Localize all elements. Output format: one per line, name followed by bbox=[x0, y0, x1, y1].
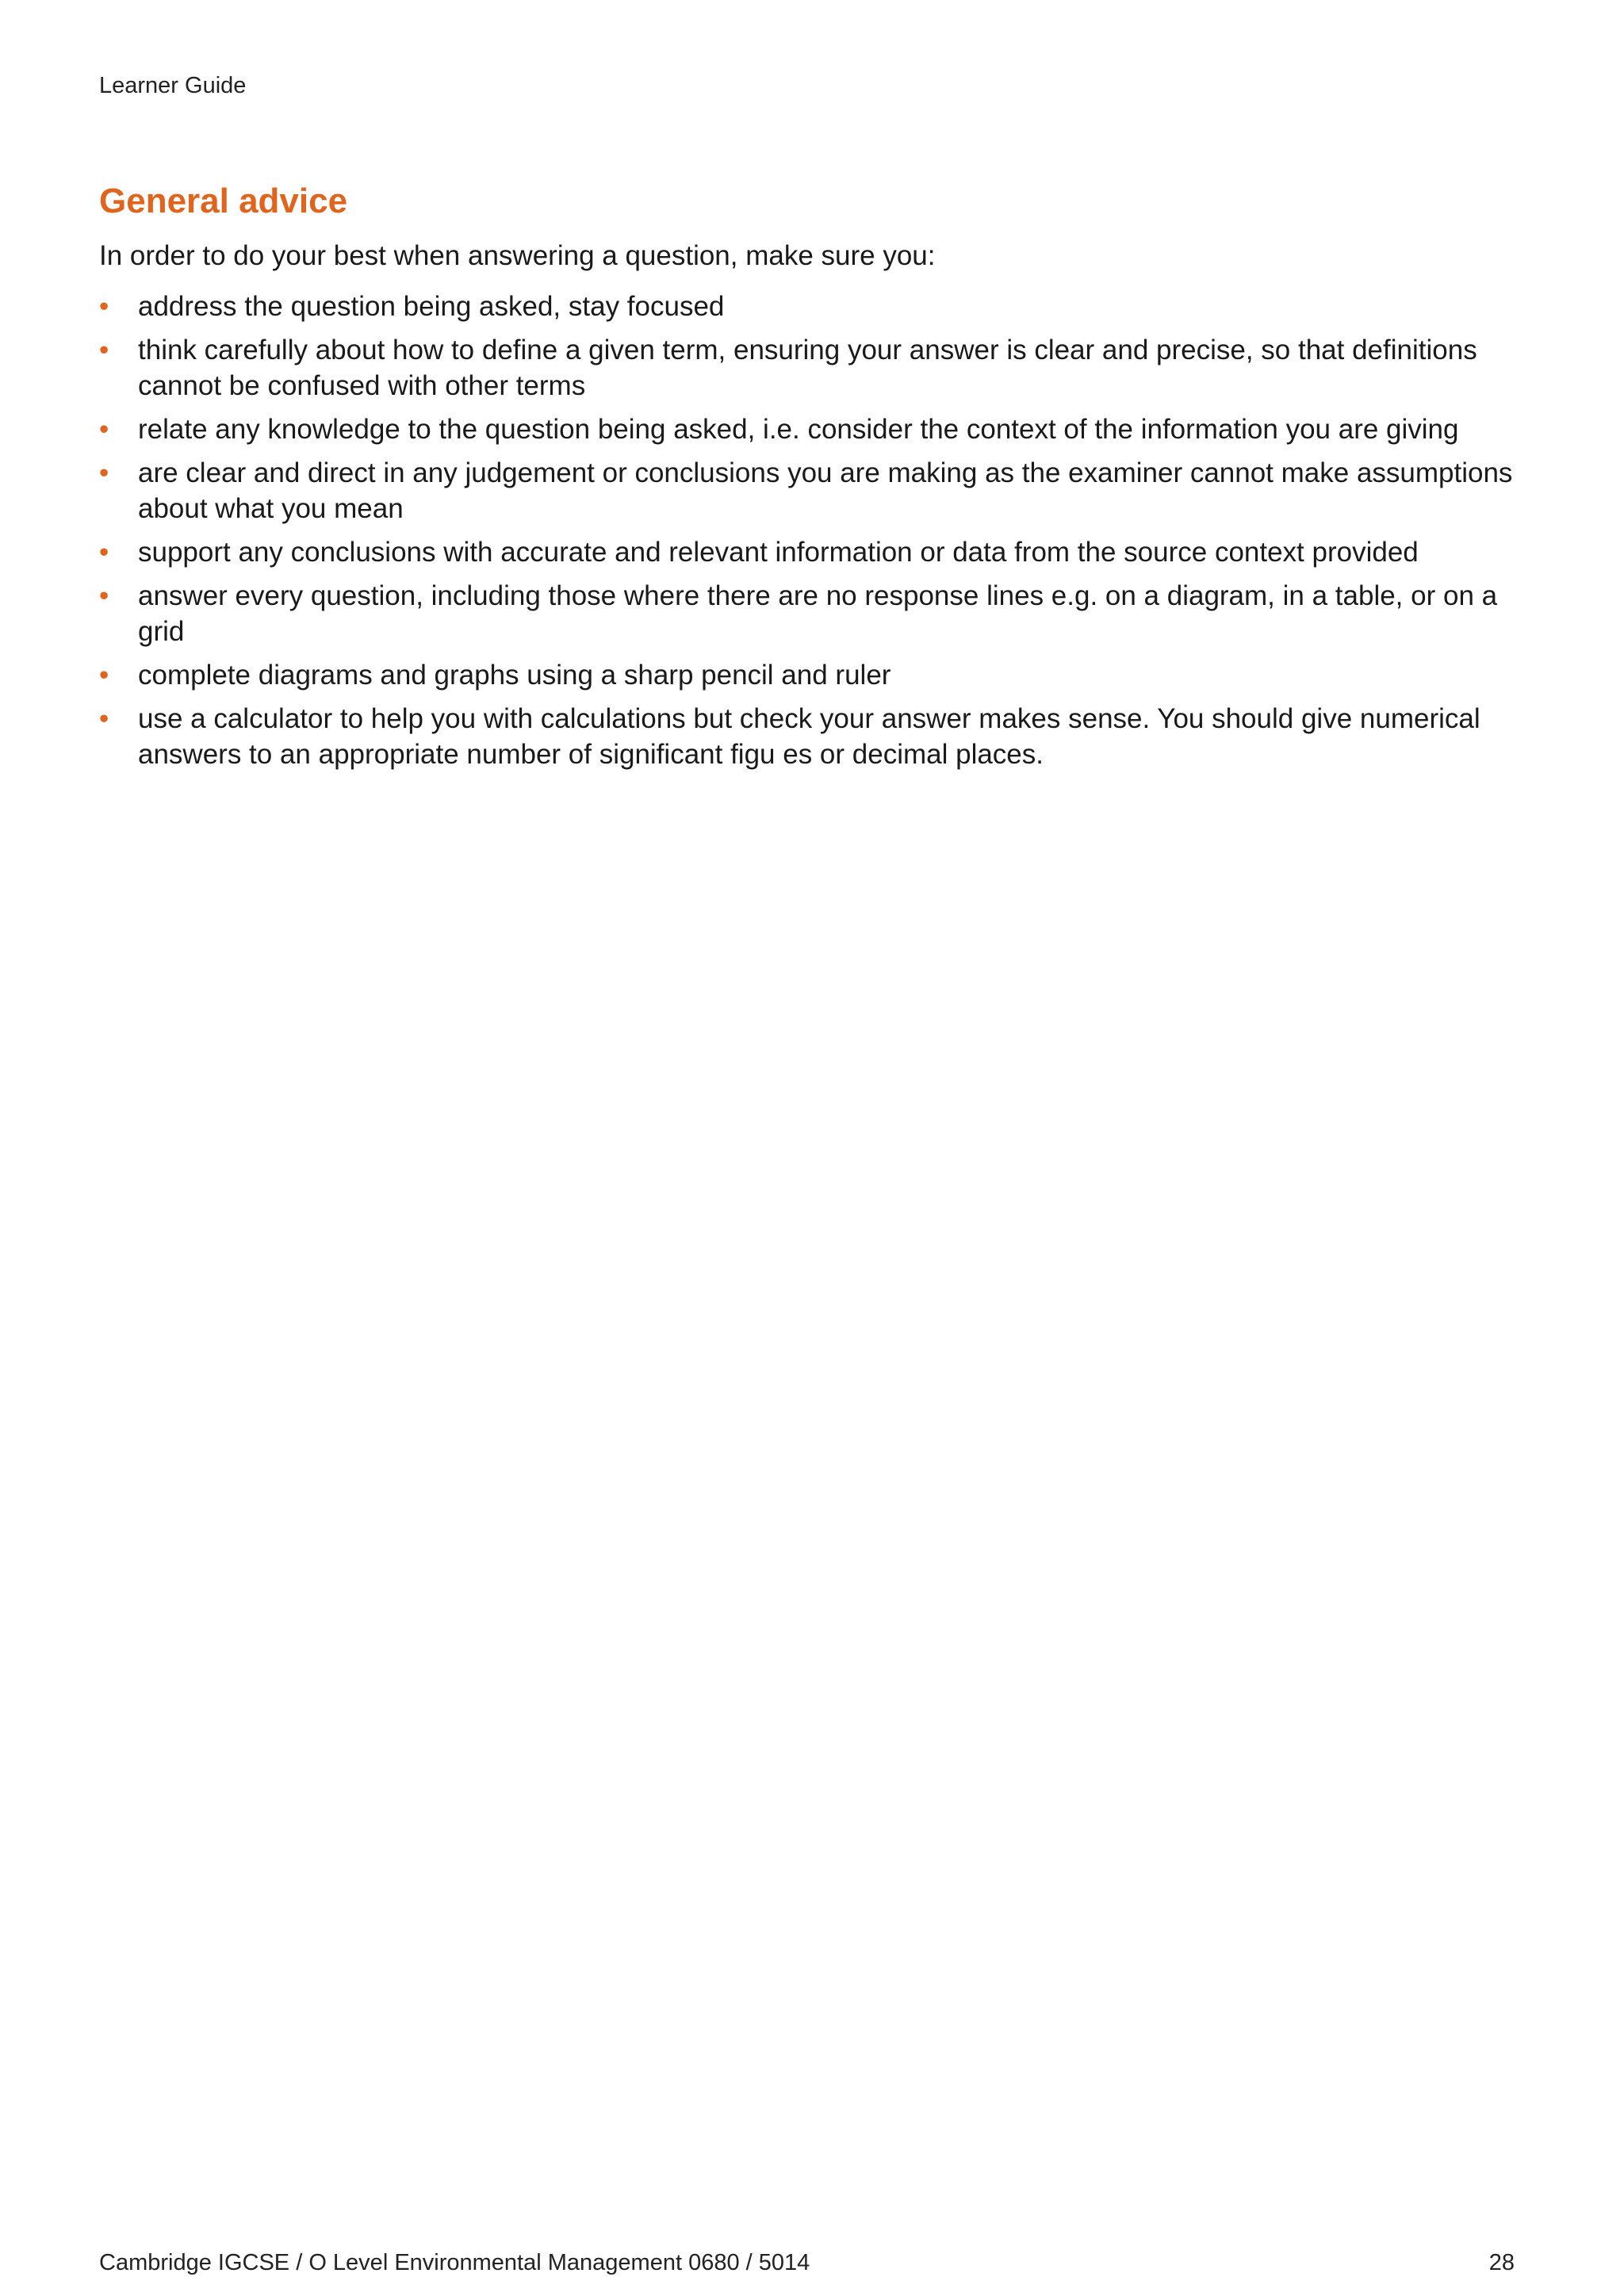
footer-course-title: Cambridge IGCSE / O Level Environmental Management 0680 / 5014 bbox=[99, 2250, 810, 2275]
bullet-icon: • bbox=[99, 537, 109, 568]
bullet-icon: • bbox=[99, 703, 109, 734]
advice-item bbox=[99, 455, 1526, 526]
advice-item-text: address the question being asked, stay focused bbox=[138, 291, 725, 322]
bullet-icon: • bbox=[99, 457, 109, 488]
advice-item bbox=[99, 534, 1526, 570]
advice-item-text: answer every question, including those where there are no response lines e.g. on a diagram, in a table, or on a grid bbox=[138, 580, 1498, 647]
page-number: 28 bbox=[1488, 2250, 1515, 2275]
bullet-icon: • bbox=[99, 291, 109, 322]
bullet-icon: • bbox=[99, 660, 109, 691]
advice-item-text: support any conclusions with accurate and relevant information or data from the source context provided bbox=[138, 537, 1419, 568]
advice-item bbox=[99, 701, 1526, 772]
intro-paragraph: In order to do your best when answering a question, make sure you: bbox=[99, 240, 936, 271]
advice-item bbox=[99, 289, 1526, 324]
advice-item bbox=[99, 411, 1526, 447]
section-title: General advice bbox=[99, 182, 348, 220]
bullet-icon: • bbox=[99, 414, 109, 445]
advice-item-text: complete diagrams and graphs using a sharp pencil and ruler bbox=[138, 660, 891, 691]
advice-item-text: think carefully about how to define a given term, ensuring your answer is clear and precise, so that definitions cannot be confused with other terms bbox=[138, 335, 1477, 401]
advice-item bbox=[99, 657, 1526, 693]
advice-item bbox=[99, 332, 1526, 404]
advice-item-text: are clear and direct in any judgement or conclusions you are making as the examiner cannot make assumptions about what you mean bbox=[138, 457, 1513, 524]
bullet-icon: • bbox=[99, 580, 109, 611]
bullet-icon: • bbox=[99, 335, 109, 365]
advice-item-text: use a calculator to help you with calculations but check your answer makes sense. You should give numerical answers to an appropriate number of significant figu es or decimal places. bbox=[138, 703, 1480, 770]
running-header: Learner Guide bbox=[99, 73, 247, 98]
advice-item-text: relate any knowledge to the question being asked, i.e. consider the context of the information you are giving bbox=[138, 414, 1459, 445]
advice-list bbox=[99, 289, 1526, 780]
advice-item bbox=[99, 578, 1526, 649]
